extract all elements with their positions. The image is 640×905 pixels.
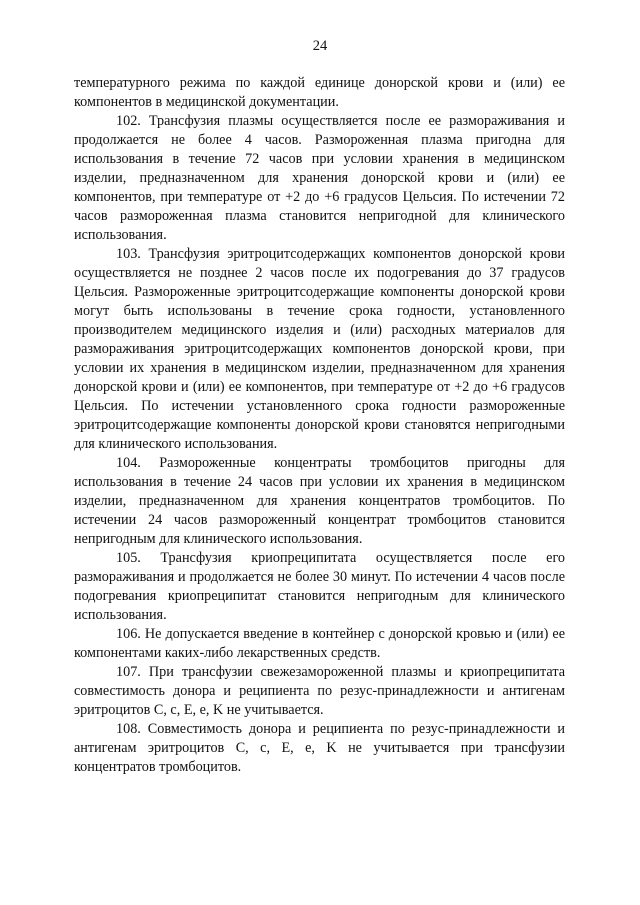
paragraph-item-103: 103. Трансфузия эритроцитсодержащих компонентов донорской крови осуществляется не позднее 2 часов после их подогревания до 37 градусов Цельсия. Размороженные эритроцитсодержащие компоненты донорской крови могут быть использованы в течение срока годности, установленного производителем медицинского изделия и (или) расходных материалов для размораживания эритроцитсодержащих компонентов донорской крови, при условии их хранения в медицинском изделии, предназначенном для хранения донорской крови и (или) ее компонентов, при температуре от +2 до +6 градусов Цельсия. По истечении установленного срока годности размороженные эритроцитсодержащие компоненты донорской крови становятся непригодными для клинического использования. — [74, 246, 565, 452]
paragraph-item-107: 107. При трансфузии свежезамороженной плазмы и криопреципитата совместимость донора и реципиента по резус-принадлежности и антигенам эритроцитов C, c, E, e, K не учитывается. — [74, 664, 565, 718]
paragraph-continuation: температурного режима по каждой единице донорской крови и (или) ее компонентов в медицинской документации. — [74, 75, 565, 110]
paragraph-item-102: 102. Трансфузия плазмы осуществляется после ее размораживания и продолжается не более 4 часов. Размороженная плазма пригодна для использования в течение 72 часов при условии хранения в медицинском изделии, предназначенном для хранения донорской крови и (или) ее компонентов, при температуре от +2 до +6 градусов Цельсия. По истечении 72 часов размороженная плазма становится непригодной для клинического использования. — [74, 113, 565, 243]
page-number: 24 — [312, 38, 328, 54]
paragraph-item-105: 105. Трансфузия криопреципитата осуществляется после его размораживания и продолжается не более 30 минут. По истечении 4 часов после подогревания криопреципитат становится непригодным для клинического использования. — [74, 550, 565, 623]
paragraph-item-108: 108. Совместимость донора и реципиента по резус-принадлежности и антигенам эритроцитов C, c, E, e, K не учитывается при трансфузии концентратов тромбоцитов. — [74, 721, 565, 775]
document-body — [74, 74, 565, 777]
paragraph-item-104: 104. Размороженные концентраты тромбоцитов пригодны для использования в течение 24 часов при условии их хранения в медицинском изделии, предназначенном для хранения концентратов тромбоцитов. По истечении 24 часов размороженный концентрат тромбоцитов становится непригодным для клинического использования. — [74, 455, 565, 547]
paragraph-item-106: 106. Не допускается введение в контейнер с донорской кровью и (или) ее компонентами каких-либо лекарственных средств. — [74, 626, 565, 661]
